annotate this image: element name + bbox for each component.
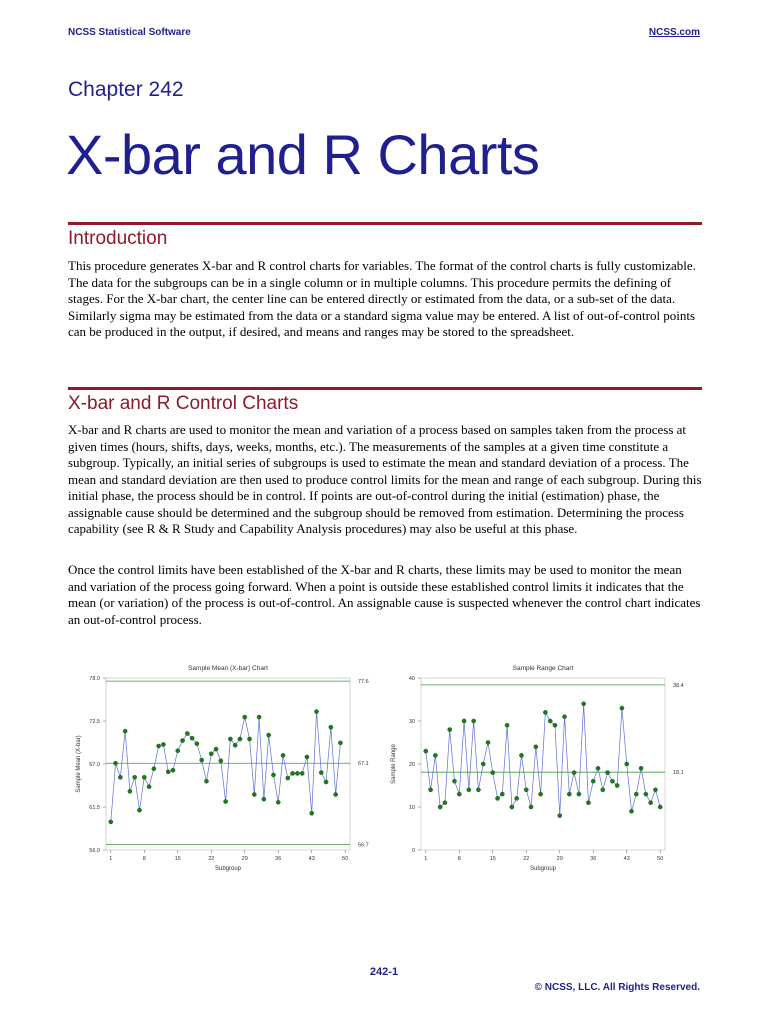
page-number: 242-1 [369, 966, 399, 978]
y-tick-label: 30 [408, 719, 415, 725]
data-point [214, 747, 218, 751]
data-point [515, 796, 519, 800]
data-point [615, 783, 619, 787]
data-point [161, 742, 165, 746]
data-point [462, 719, 466, 723]
data-point [448, 728, 452, 732]
data-point [443, 801, 447, 805]
data-point [491, 771, 495, 775]
xbar-chart [68, 660, 378, 875]
y-tick-label: 56.0 [89, 848, 100, 854]
control-paragraph-1: X-bar and R charts are used to monitor the mean and variation of a process based on samples taken from the process at given times (hours, shifts, days, weeks, months, etc.). The measurements of the samples at a given time constitute a subgroup. Typically, an initial series of subgroups is used to estimate the mean and standard deviation of a process. The mean and standard deviation are then used to produce control limits for the mean and range of each subgroup. During this initial phase, the process should be in control. If points are out-of-control during the initial (estimation) phase, the assignable cause should be determined and the subgroup should be removed from estimation. Determining the process capability (see R & R Study and Capability Analysis procedures) may also be useful at this phase. [68, 422, 702, 536]
data-point [233, 743, 237, 747]
center-label: 67.1 [358, 761, 369, 768]
y-tick-label: 61.5 [89, 805, 100, 811]
chapter-number: Chapter 242 [68, 78, 184, 101]
data-point [152, 767, 156, 771]
data-point [649, 801, 653, 805]
data-point [457, 792, 461, 796]
data-point [118, 775, 122, 779]
section-heading-control-charts: X-bar and R Control Charts [68, 393, 299, 414]
data-point [305, 755, 309, 759]
series-line [426, 704, 660, 816]
data-point [467, 788, 471, 792]
x-tick-label: 1 [424, 856, 428, 862]
data-point [625, 762, 629, 766]
data-point [534, 745, 538, 749]
page-title: X-bar and R Charts [66, 123, 540, 186]
x-tick-label: 29 [556, 856, 563, 862]
y-axis-label: Sample Range [391, 744, 397, 784]
control-paragraph-2: Once the control limits have been established of the X-bar and R charts, these limits may be used to monitor the mean and variation of the process going forward. When a point is outside these established control limits it indicates that the mean (or variation) of the process is out-of-control. An assignable cause is suspected whenever the control chart indicates an out-of-control process. [68, 562, 701, 627]
data-point [424, 749, 428, 753]
data-point [276, 800, 280, 804]
range-chart-svg [383, 660, 693, 875]
xbar-chart-svg [68, 660, 378, 875]
y-tick-label: 0 [411, 848, 415, 854]
data-point [524, 788, 528, 792]
data-point [295, 771, 299, 775]
copyright: © NCSS, LLC. All Rights Reserved. [534, 982, 700, 993]
y-tick-label: 67.0 [89, 762, 100, 768]
data-point [113, 761, 117, 765]
data-point [505, 723, 509, 727]
data-point [109, 820, 113, 824]
section-rule [68, 387, 702, 390]
data-point [243, 715, 247, 719]
x-tick-label: 50 [657, 856, 664, 862]
data-point [629, 809, 633, 813]
x-tick-label: 8 [142, 856, 146, 862]
range-chart [383, 660, 693, 875]
data-point [529, 805, 533, 809]
data-point [147, 785, 151, 789]
data-point [257, 715, 261, 719]
data-point [596, 766, 600, 770]
x-tick-label: 22 [523, 856, 530, 862]
series-line [111, 712, 341, 822]
data-point [185, 731, 189, 735]
y-tick-label: 40 [408, 676, 415, 682]
x-tick-label: 29 [241, 856, 248, 862]
data-point [176, 749, 180, 753]
header-software-name: NCSS Statistical Software [68, 27, 191, 38]
lcl-label: 56.7 [358, 842, 369, 849]
x-tick-label: 36 [275, 856, 282, 862]
data-point [562, 715, 566, 719]
data-point [620, 706, 624, 710]
data-point [157, 744, 161, 748]
x-tick-label: 8 [457, 856, 461, 862]
plot-frame [106, 678, 350, 850]
data-point [438, 805, 442, 809]
data-point [204, 779, 208, 783]
data-point [653, 788, 657, 792]
data-point [476, 788, 480, 792]
x-axis-label: Subgroup [214, 866, 242, 872]
y-tick-label: 72.5 [89, 719, 100, 725]
x-tick-label: 36 [590, 856, 597, 862]
data-point [495, 796, 499, 800]
data-point [209, 752, 213, 756]
section-rule [68, 222, 702, 225]
data-point [591, 779, 595, 783]
data-point [567, 792, 571, 796]
data-point [334, 792, 338, 796]
data-point [314, 710, 318, 714]
data-point [572, 771, 576, 775]
data-point [142, 775, 146, 779]
data-point [582, 702, 586, 706]
data-point [324, 780, 328, 784]
data-point [128, 789, 132, 793]
data-point [290, 771, 294, 775]
data-point [180, 738, 184, 742]
y-tick-label: 10 [408, 805, 415, 811]
data-point [658, 805, 662, 809]
x-tick-label: 15 [174, 856, 181, 862]
data-point [644, 792, 648, 796]
data-point [452, 779, 456, 783]
data-point [190, 736, 194, 740]
x-tick-label: 22 [208, 856, 215, 862]
x-axis-label: Subgroup [529, 866, 557, 872]
data-point [639, 766, 643, 770]
x-tick-label: 15 [489, 856, 496, 862]
data-point [553, 723, 557, 727]
data-point [252, 792, 256, 796]
data-point [195, 742, 199, 746]
data-point [262, 797, 266, 801]
data-point [300, 771, 304, 775]
data-point [519, 753, 523, 757]
data-point [510, 805, 514, 809]
data-point [500, 792, 504, 796]
data-point [433, 753, 437, 757]
chart-title: Sample Mean (X-bar) Chart [188, 665, 268, 672]
center-label: 18.1 [673, 770, 684, 777]
x-tick-label: 1 [109, 856, 113, 862]
x-tick-label: 50 [342, 856, 349, 862]
y-tick-label: 20 [408, 762, 415, 768]
data-point [610, 779, 614, 783]
data-point [219, 759, 223, 763]
data-point [577, 792, 581, 796]
data-point [605, 771, 609, 775]
data-point [286, 776, 290, 780]
data-point [133, 775, 137, 779]
data-point [472, 719, 476, 723]
y-tick-label: 78.0 [89, 676, 100, 682]
data-point [267, 733, 271, 737]
data-point [543, 710, 547, 714]
data-point [601, 788, 605, 792]
data-point [586, 801, 590, 805]
data-point [271, 773, 275, 777]
ucl-label: 77.6 [358, 679, 369, 686]
section-heading-introduction: Introduction [68, 228, 168, 249]
data-point [123, 729, 127, 733]
intro-paragraph: This procedure generates X-bar and R control charts for variables. The format of the control charts is fully customizable. The data for the subgroups can be in a single column or in multiple columns. This procedure permits the defining of stages. For the X-bar chart, the center line can be entered directly or estimated from the data, or a sub-set of the data. Similarly sigma may be estimated from the data or a standard sigma value may be entered. A list of out-of-control points can be produced in the output, if desired, and means and ranges may be stored to the spreadsheet. [68, 258, 696, 339]
data-point [539, 792, 543, 796]
header-site-link[interactable]: NCSS.com [648, 27, 700, 38]
data-point [428, 788, 432, 792]
data-point [310, 811, 314, 815]
data-point [171, 768, 175, 772]
data-point [166, 770, 170, 774]
data-point [224, 799, 228, 803]
data-point [228, 737, 232, 741]
data-point [247, 737, 251, 741]
data-point [200, 758, 204, 762]
data-point [338, 741, 342, 745]
data-point [548, 719, 552, 723]
data-point [558, 814, 562, 818]
data-point [329, 725, 333, 729]
data-point [238, 737, 242, 741]
data-point [137, 808, 141, 812]
ucl-label: 38.4 [673, 682, 684, 689]
data-point [281, 753, 285, 757]
data-point [481, 762, 485, 766]
data-point [486, 740, 490, 744]
x-tick-label: 43 [623, 856, 630, 862]
y-axis-label: Sample Mean (X-bar) [76, 735, 82, 793]
chart-title: Sample Range Chart [512, 665, 574, 672]
data-point [634, 792, 638, 796]
x-tick-label: 43 [308, 856, 315, 862]
data-point [319, 771, 323, 775]
